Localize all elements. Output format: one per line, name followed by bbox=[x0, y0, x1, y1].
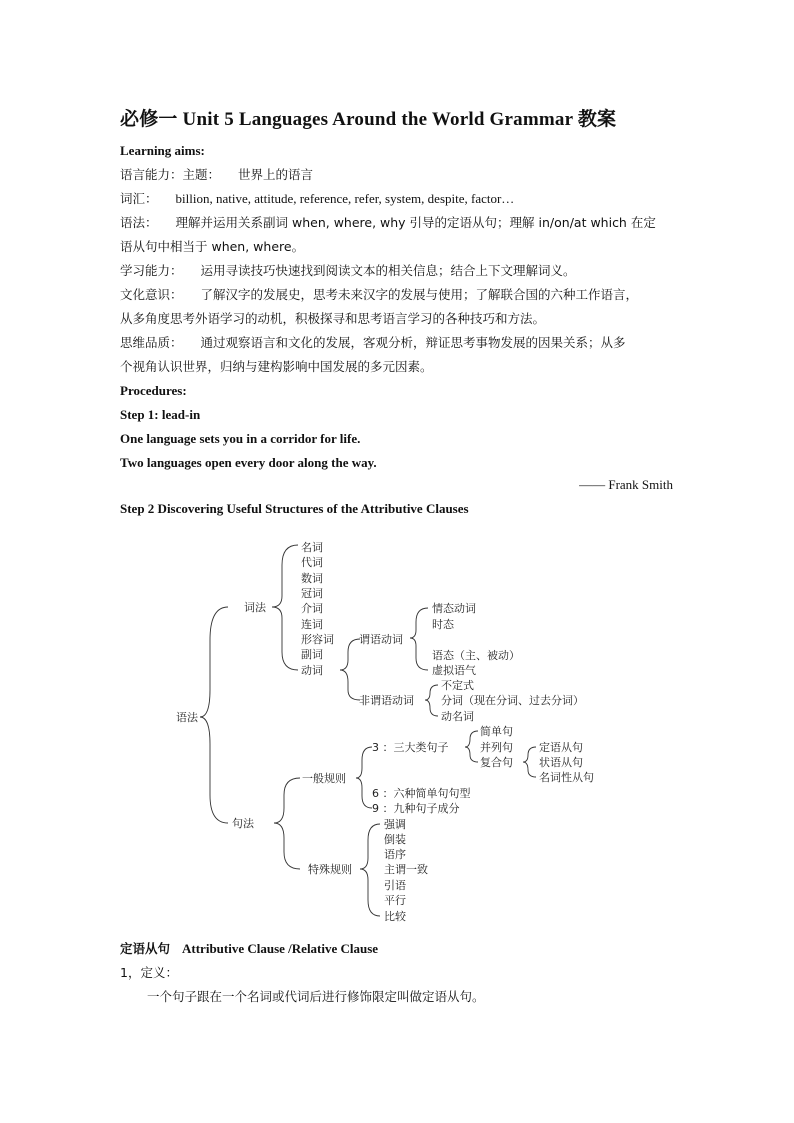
definition-text: 一个句子跟在一个名词或代词后进行修饰限定叫做定语从句。 bbox=[147, 989, 485, 1004]
quote-line-1: One language sets you in a corridor for life. bbox=[120, 431, 361, 446]
teshu-item: 倒装 bbox=[384, 833, 406, 846]
aim-thinking-value-2: 个视角认识世界，归纳与建构影响中国发展的多元因素。 bbox=[120, 359, 433, 374]
section-item-1: 1，定义： bbox=[120, 965, 178, 980]
teshu-item: 引语 bbox=[384, 879, 406, 892]
teshu-item: 语序 bbox=[384, 848, 406, 861]
aim-vocab-value: billion, native, attitude, reference, refer, system, despite, factor… bbox=[175, 191, 515, 206]
node-root: 语法 bbox=[176, 711, 198, 724]
aim-grammar-label: 语法： bbox=[120, 215, 158, 230]
cifa-item: 数词 bbox=[301, 572, 323, 585]
step1-heading: Step 1: lead-in bbox=[120, 407, 201, 422]
weiyu-item: 情态动词 bbox=[432, 602, 476, 615]
cifa-item: 代词 bbox=[301, 556, 323, 569]
quote-attribution: —— Frank Smith bbox=[579, 477, 673, 492]
node-six: 6 ：六种简单句句型 bbox=[372, 787, 471, 800]
step2-heading: Step 2 Discovering Useful Structures of the Attributive Clauses bbox=[120, 501, 469, 516]
teshu-item: 强调 bbox=[384, 818, 406, 831]
feiweiyu-item: 不定式 bbox=[441, 679, 474, 692]
teshu-item: 比较 bbox=[384, 910, 406, 923]
aim-learning-value: 运用寻读技巧快速找到阅读文本的相关信息；结合上下文理解词义。 bbox=[200, 263, 576, 278]
feiweiyu-brace bbox=[425, 685, 438, 716]
fuhe-brace bbox=[523, 747, 536, 777]
aim-culture-value-2: 从多角度思考外语学习的动机，积极探寻和思考语言学习的各种技巧和方法。 bbox=[120, 311, 546, 326]
three-item: 复合句 bbox=[480, 756, 513, 769]
aim-grammar-value-2: 语从句中相当于 when, where。 bbox=[120, 239, 305, 254]
fuhe-item: 名词性从句 bbox=[539, 771, 594, 784]
aim-thinking-label: 思维品质： bbox=[120, 335, 183, 350]
cifa-item: 冠词 bbox=[301, 587, 323, 600]
teshu-item: 平行 bbox=[384, 894, 406, 907]
root-brace bbox=[200, 607, 228, 823]
jufa-brace bbox=[274, 778, 300, 869]
aim-culture-label: 文化意识： bbox=[120, 287, 183, 302]
node-nine: 9 ：九种句子成分 bbox=[372, 802, 460, 815]
node-yiban: 一般规则 bbox=[302, 772, 346, 785]
aim-grammar-value-1: 理解并运用关系副词 when, where, why 引导的定语从句；理解 in/on/at which 在定 bbox=[175, 215, 656, 230]
cifa-item: 连词 bbox=[301, 618, 323, 631]
aim-culture-value-1: 了解汉字的发展史，思考未来汉字的发展与使用；了解联合国的六种工作语言， bbox=[200, 287, 639, 302]
cifa-item: 动词 bbox=[301, 664, 323, 677]
aim-language-label: 语言能力：主题： bbox=[120, 167, 221, 182]
procedures-heading: Procedures: bbox=[120, 383, 187, 398]
section-heading-cn: 定语从句 bbox=[120, 941, 171, 956]
feiweiyu-item: 动名词 bbox=[441, 710, 474, 723]
section-heading bbox=[120, 940, 378, 958]
three-brace bbox=[465, 731, 478, 762]
weiyu-item: 虚拟语气 bbox=[432, 664, 476, 677]
cifa-item: 介词 bbox=[301, 602, 323, 615]
cifa-brace bbox=[272, 545, 298, 670]
node-weiyu: 谓语动词 bbox=[359, 633, 403, 646]
feiweiyu-item: 分词（现在分词、过去分词） bbox=[441, 694, 584, 707]
dongci-brace bbox=[340, 639, 360, 700]
node-jufa: 句法 bbox=[232, 817, 254, 830]
aim-vocab-label: 词汇： bbox=[120, 191, 158, 206]
node-three: 3 ：三大类句子 bbox=[372, 741, 449, 754]
fuhe-item: 定语从句 bbox=[539, 741, 583, 754]
teshu-item: 主谓一致 bbox=[384, 863, 428, 876]
weiyu-item: 语态（主、被动） bbox=[432, 649, 520, 662]
node-cifa: 词法 bbox=[244, 601, 266, 614]
yiban-brace bbox=[356, 747, 372, 808]
quote-line-2: Two languages open every door along the way. bbox=[120, 455, 377, 470]
cifa-item: 形容词 bbox=[301, 633, 334, 646]
aim-learning-label: 学习能力： bbox=[120, 263, 183, 278]
three-item: 并列句 bbox=[480, 741, 513, 754]
teshu-brace bbox=[360, 824, 380, 916]
fuhe-item: 状语从句 bbox=[539, 756, 583, 769]
aim-thinking-value-1: 通过观察语言和文化的发展，客观分析，辩证思考事物发展的因果关系；从多 bbox=[200, 335, 626, 350]
node-teshu: 特殊规则 bbox=[308, 863, 352, 876]
page-title: 必修一 Unit 5 Languages Around the World Grammar 教案 bbox=[120, 109, 617, 130]
section-heading-en: Attributive Clause /Relative Clause bbox=[182, 941, 379, 956]
node-feiweiyu: 非谓语动词 bbox=[359, 694, 414, 707]
weiyu-brace bbox=[410, 608, 428, 670]
learning-aims-heading: Learning aims: bbox=[120, 143, 205, 158]
three-item: 简单句 bbox=[480, 725, 513, 738]
aim-language-value: 世界上的语言 bbox=[238, 167, 314, 182]
cifa-item: 副词 bbox=[301, 648, 323, 661]
cifa-item: 名词 bbox=[301, 541, 323, 554]
weiyu-item: 时态 bbox=[432, 618, 454, 631]
